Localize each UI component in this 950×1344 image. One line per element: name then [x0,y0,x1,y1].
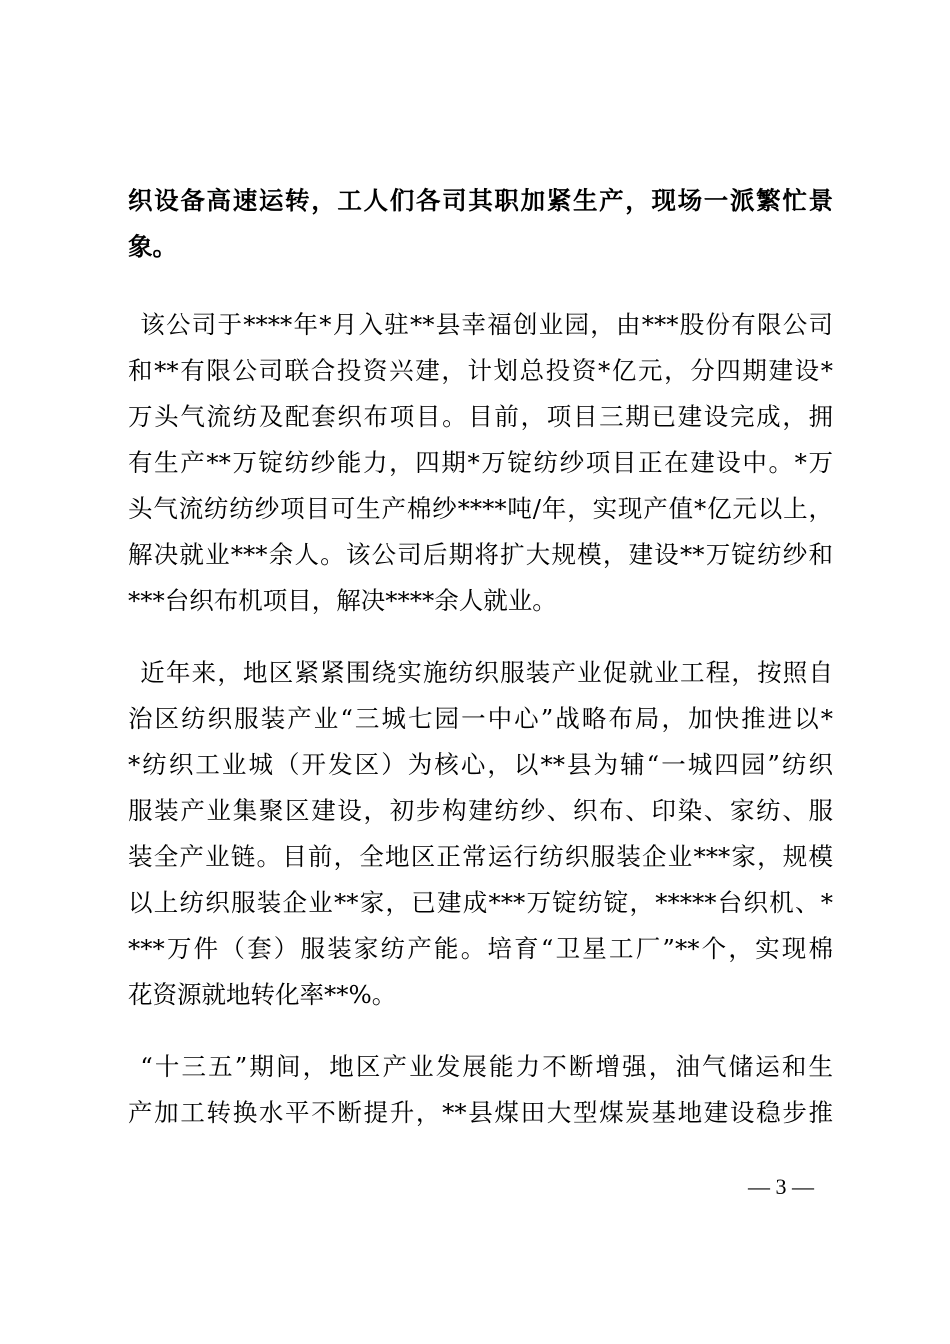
text-line: 以上纺织服装企业**家，已建成***万锭纺锭，*****台织机、* [128,888,833,917]
paragraph-3 [128,650,833,1018]
text-line: 产加工转换水平不断提升，**县煤田大型煤炭基地建设稳步推 [128,1098,833,1127]
text-line: 解决就业***余人。该公司后期将扩大规模，建设**万锭纺纱和 [128,540,833,569]
paragraph-2 [128,302,833,624]
page-number: — 3 — [748,1174,814,1199]
text-line: *纺织工业城（开发区）为核心，以**县为辅“一城四园”纺织 [128,750,833,779]
paragraph-1 [128,178,833,270]
paragraph-4 [128,1044,833,1136]
text-line: 和**有限公司联合投资兴建，计划总投资*亿元，分四期建设* [128,356,833,385]
text-line: “十三五”期间，地区产业发展能力不断增强，油气储运和生 [140,1052,833,1081]
text-line: 服装产业集聚区建设，初步构建纺纱、织布、印染、家纺、服 [128,796,833,825]
text-line: 该公司于****年*月入驻**县幸福创业园，由***股份有限公司 [140,310,833,339]
text-line: ***台织布机项目，解决****余人就业。 [128,586,557,615]
text-line: 象。 [128,232,177,261]
text-line: 织设备高速运转，工人们各司其职加紧生产，现场一派繁忙景 [128,186,833,215]
text-line: ***万件（套）服装家纺产能。培育“卫星工厂”**个，实现棉 [128,934,833,963]
text-line: 近年来，地区紧紧围绕实施纺织服装产业促就业工程，按照自 [140,658,833,687]
text-line: 装全产业链。目前，全地区正常运行纺织服装企业***家，规模 [128,842,833,871]
text-line: 花资源就地转化率**%。 [128,980,397,1009]
text-line: 万头气流纺及配套织布项目。目前，项目三期已建设完成，拥 [128,402,833,431]
text-line: 治区纺织服装产业“三城七园一中心”战略布局，加快推进以* [128,704,833,733]
text-line: 有生产**万锭纺纱能力，四期*万锭纺纱项目正在建设中。*万 [128,448,833,477]
text-line: 头气流纺纺纱项目可生产棉纱****吨/年，实现产值*亿元以上， [128,494,833,523]
